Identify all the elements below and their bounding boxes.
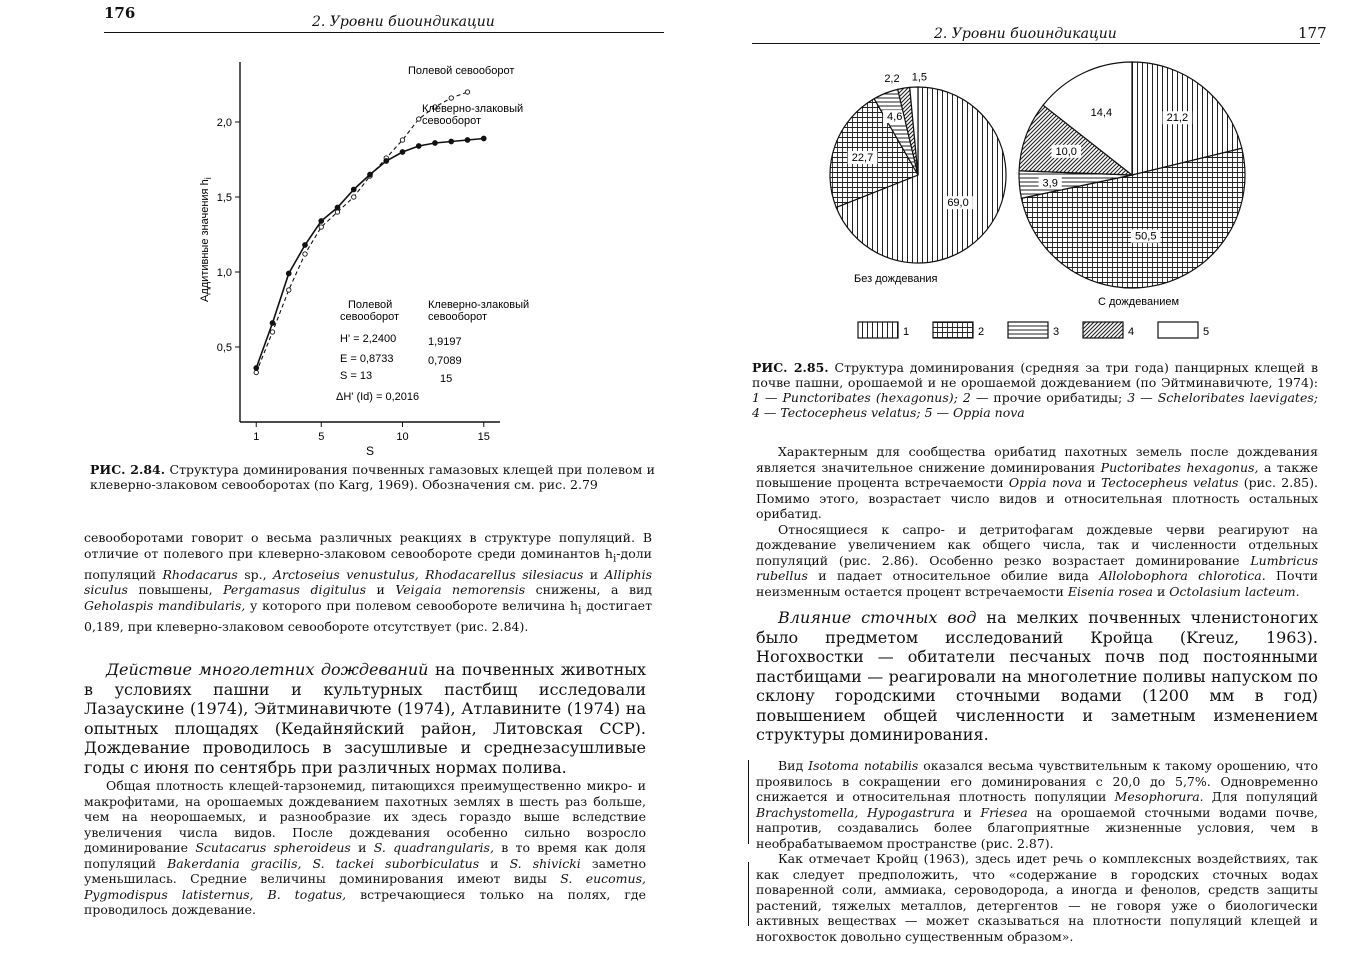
data-point (287, 288, 291, 292)
y-tick-label: 1,5 (216, 192, 232, 204)
data-point (351, 187, 356, 192)
paragraph-3: Вид Isotoma notabilis оказался весьма чувствительным к такому орошению, что проявилось в сокращении его доминирования с 20,0 до 5,7%. Одновременно снижается и относительная плотность популяции Mesophorura. Для популяций Brachystomella, Hypogastrura и Friesea на орошаемой сточными водами почве, напротив, создавались более благоприятные жизненные условия, чем в необрабатываемом пространстве (рис. 2.87). Как отмечает Кройц (1963), здесь идет речь о комплексных воздействиях, так как следует предположить, что «содержание в городских сточных водах поваренной соли, аммиака, сероводорода, а иногда и фенолов, средств защиты растений, тяжелых металлов, детергентов — не говоря уже о биологически активных веществах — может сказываться на плотности популяций клещей и ногохвосток довольно существенным образом». (756, 758, 1319, 944)
caption-label: РИС. 2.84. (90, 462, 166, 477)
slice-label: 1,5 (911, 71, 928, 84)
legend-swatch-3 (1008, 322, 1048, 338)
data-point (400, 150, 405, 155)
data-point (319, 225, 323, 229)
data-point (270, 330, 274, 334)
data-point (270, 321, 275, 326)
caption-text: Структура доминирования (средняя за три года) панцирных клещей в почве пашни, орошаемой и не орошаемой дождеванием (по Эйтминавичюте, 1974): 1 — Punctoribates (hexagonus); 2 — прочие орибатиды; 3 — Scheloribates laevigates; 4 — Tectocepheus velatus; 5 — Oppia nova (752, 360, 1318, 420)
svg-text:15: 15 (440, 373, 453, 385)
slice-label: 2,2 (884, 72, 900, 85)
y-axis-label: Аддитивные значения $h_i$ (199, 177, 213, 302)
x-tick-label: 5 (318, 431, 325, 443)
chart-series (254, 90, 486, 375)
svg-text:0,7089: 0,7089 (428, 355, 462, 367)
svg-text:E = 0,8733: E = 0,8733 (340, 353, 394, 365)
data-point (254, 366, 259, 371)
legend-label: 2 (978, 326, 985, 338)
paragraph-2: Действие многолетних дождеваний на почвенных животных в условиях пашни и культурных пастбищ исследовали Лазаускине (1974), Эйтминавичюте (1974), Атлавините (1974) на опытных площадях (Кедайняйский район, Литовская ССР). Дождевание проводилось в засушливые и среднезасушливые годы с июня по сентябрь при различных нормах полива. (84, 660, 647, 777)
pie-charts (820, 60, 1290, 350)
x-axis-label: S (365, 444, 375, 458)
svg-text:H' = 2,2400: H' = 2,2400 (340, 333, 397, 345)
legend-swatch-2 (933, 322, 973, 338)
slice-label: 3,9 (1042, 177, 1058, 190)
pie-legend (858, 322, 1209, 338)
y-tick-label: 2,0 (216, 117, 232, 129)
svg-text:S = 13: S = 13 (340, 370, 373, 382)
x-tick-label: 10 (396, 431, 409, 443)
pie-title-left: Без дождевания (854, 273, 938, 285)
data-point (303, 252, 307, 256)
data-point (352, 195, 356, 199)
y-tick-label: 0,5 (216, 342, 232, 354)
svg-text:севооборот: севооборот (340, 311, 400, 323)
stats-table (336, 299, 529, 403)
series-label-field: Полевой севооборот (408, 65, 515, 77)
slice-label: 4,6 (887, 111, 903, 124)
data-point (449, 96, 453, 100)
slice-label: 10,0 (1055, 145, 1077, 158)
data-point (400, 138, 404, 142)
data-point (433, 141, 438, 146)
header-rule (752, 43, 1320, 44)
series-label-clover-2: севооборот (422, 115, 482, 127)
legend-label: 1 (903, 326, 910, 338)
data-point (481, 136, 486, 141)
data-point (319, 219, 324, 224)
data-point (449, 139, 454, 144)
slice-label: 14,4 (1090, 106, 1113, 119)
right-page (680, 0, 1359, 965)
paragraph-1: Характерным для сообщества орибатид пахотных земель после дождевания является значительное снижение доминирования Puctoribates hexagonus, а также повышение процента встречаемости Oppia nova и Tectocepheus velatus (рис. 2.85). Помимо этого, возрастает число видов и относительная плотность остальных орибатид. Относящиеся к сапро- и детритофагам дождевые черви реагируют на дождевание увеличением как общего числа, так и численности отдельных популяций (рис. 2.86). Особенно резко возрастает доминирование Lumbricus rubellus и падает относительное обилие вида Allolobophora chlorotica. Почти неизменным остается процент встречаемости Eisenia rosea и Octolasium lacteum. (756, 444, 1318, 599)
data-point (286, 271, 291, 276)
svg-text:севооборот: севооборот (428, 311, 488, 323)
figure-caption (90, 462, 655, 492)
slice-label: 50,5 (1135, 230, 1157, 243)
data-point (416, 144, 421, 149)
data-point (254, 370, 258, 374)
slice-label: 21,2 (1166, 112, 1189, 125)
data-point (335, 205, 340, 210)
caption-text: Структура доминирования почвенных гамазовых клещей при полевом и клеверно-злаковом севооборотах (по Karg, 1969). Обозначения см. рис. 2.79 (90, 462, 655, 492)
series-line-1 (256, 92, 467, 373)
data-point (384, 159, 389, 164)
data-point (465, 138, 470, 143)
x-tick-label: 15 (477, 431, 490, 443)
svg-text:1,9197: 1,9197 (428, 336, 462, 348)
legend-swatch-4 (1083, 322, 1123, 338)
series-label-clover-1: Клеверно-злаковый (422, 103, 524, 115)
page-number: 176 (104, 4, 136, 22)
legend-label: 4 (1128, 326, 1135, 338)
margin-bar (748, 862, 749, 926)
legend-swatch-1 (858, 322, 898, 338)
legend-label: 3 (1053, 326, 1060, 338)
running-head: 2. Уровни биоиндикации (934, 26, 1117, 42)
line-chart (190, 52, 570, 460)
paragraph-1: севооборотами говорит о весьма различных реакциях в структуре популяций. В отличие от полевого при клеверно-злаковом севообороте среди доминантов $h_i$-доли популяций Rhodacarus sp., Arctoseius venustulus, Rhodacarellus silesiacus и Alliphis siculus повышены, Pergamasus digitulus и Veigaia nemorensis снижены, а вид Geholaspis mandibularis, у которого при полевом севообороте величина $h_i$ достигает 0,189, при клеверно-злаковом севообороте отсутствует (рис. 2.84). (84, 530, 653, 634)
data-point (335, 210, 339, 214)
x-tick-label: 1 (253, 431, 260, 443)
caption-label: РИС. 2.85. (752, 360, 829, 375)
pie-with-irrigation (1019, 62, 1245, 288)
slice-label: 69,0 (947, 197, 969, 210)
paragraph-2: Влияние сточных вод на мелких почвенных членистоногих было предметом исследований Кройца (Kreuz, 1963). Ногохвостки — обитатели песчаных почв под постоянными пастбищами — реагировали на многолетние поливы напуском по склону городскими сточными водами (1200 мм в год) повышением общей численности и заметным изменением структуры доминирования. (756, 608, 1318, 744)
svg-text:Полевой: Полевой (348, 299, 393, 311)
data-point (417, 117, 421, 121)
y-tick-label: 1,0 (216, 267, 232, 279)
data-point (465, 90, 469, 94)
margin-bar (748, 760, 749, 844)
data-point (368, 172, 373, 177)
legend-label: 5 (1203, 326, 1210, 338)
pie-title-right: С дождеванием (1098, 296, 1180, 308)
data-point (303, 243, 308, 248)
svg-text:Клеверно-злаковый: Клеверно-злаковый (428, 299, 530, 311)
header-rule (104, 32, 664, 33)
legend-swatch-5 (1158, 322, 1198, 338)
slice-label: 22,7 (851, 152, 874, 165)
figure-caption (752, 360, 1318, 420)
pie-without-irrigation (830, 71, 1006, 263)
page-number: 177 (1298, 24, 1327, 42)
running-head: 2. Уровни биоиндикации (312, 14, 495, 30)
svg-text:ΔH' (Id) = 0,2016: ΔH' (Id) = 0,2016 (336, 391, 420, 403)
paragraph-3: Общая плотность клещей-тарзонемид, питающихся преимущественно микро- и макрофитами, на орошаемых дождеванием пахотных землях в шесть раз больше, чем на неорошаемых, и разнообразие их здесь гораздо выше вследствие увеличения числа видов. После дождевания особенно сильно возросло доминирование Scutacarus spheroideus и S. quadrangularis, в то время как доля популяций Bakerdania gracilis, S. tackei suborbiculatus и S. shivicki заметно уменьшилась. Средние величины доминирования имеют виды S. eucomus, Pygmodispus latisternus, B. togatus, встречающиеся только на полях, где проводилось дождевание. (84, 778, 647, 917)
